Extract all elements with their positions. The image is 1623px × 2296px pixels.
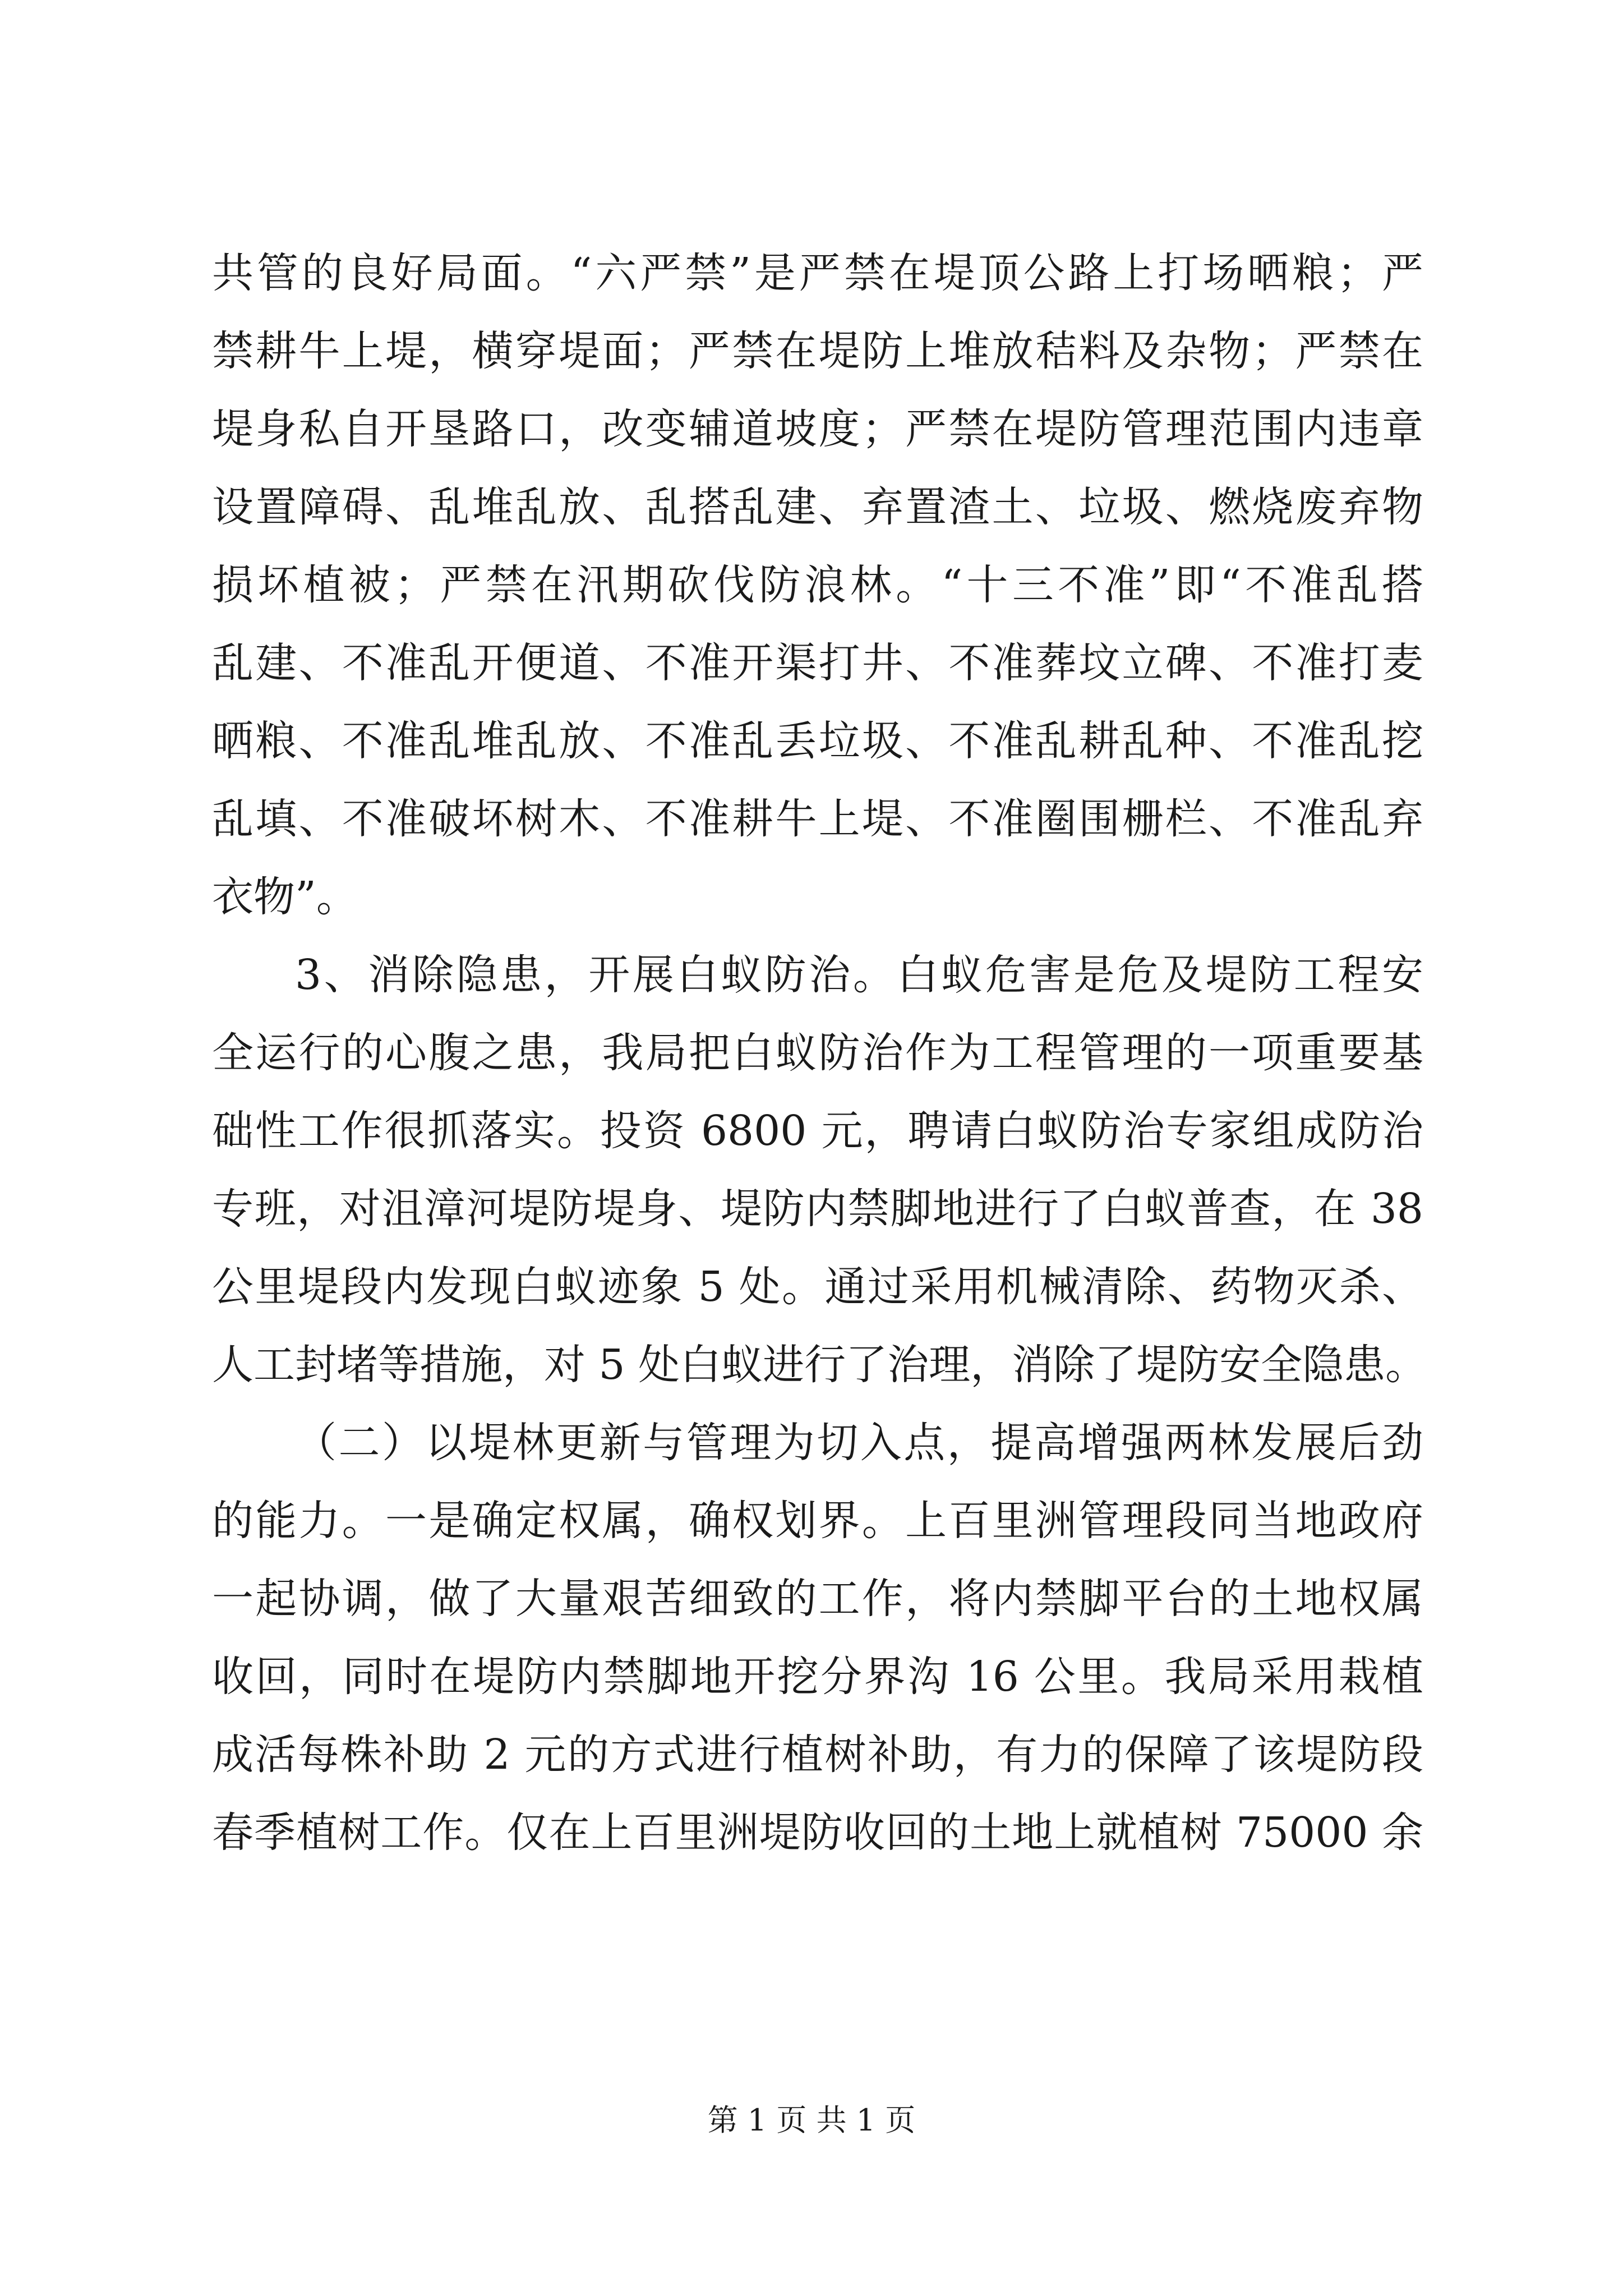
page-number-label: 第 1 页 共 1 页: [707, 2102, 916, 2138]
text-line: 专班，对沮漳河堤防堤身、堤防内禁脚地进行了白蚁普查，在 38: [212, 1185, 1423, 1233]
text-line: 晒粮、不准乱堆乱放、不准乱丢垃圾、不准乱耕乱种、不准乱挖: [212, 717, 1423, 765]
text-line: 乱填、不准破坏树木、不准耕牛上堤、不准圈围栅栏、不准乱弃: [212, 795, 1423, 843]
text-line: 的能力。一是确定权属，确权划界。上百里洲管理段同当地政府: [212, 1497, 1423, 1545]
page-footer: [0, 2098, 1623, 2143]
text-line: 春季植树工作。仅在上百里洲堤防收回的土地上就植树 75000 余: [212, 1809, 1423, 1857]
text-line: 设置障碍、乱堆乱放、乱搭乱建、弃置渣土、垃圾、燃烧废弃物: [212, 483, 1423, 531]
text-line: 一起协调，做了大量艰苦细致的工作，将内禁脚平台的土地权属: [212, 1575, 1423, 1623]
text-line: 禁耕牛上堤，横穿堤面；严禁在堤防上堆放秸料及杂物；严禁在: [212, 327, 1423, 375]
text-line: 乱建、不准乱开便道、不准开渠打井、不准葬坟立碑、不准打麦: [212, 639, 1423, 687]
paragraph-start-line: （二）以堤林更新与管理为切入点，提高增强两林发展后劲: [295, 1419, 1423, 1467]
text-line: 收回，同时在堤防内禁脚地开挖分界沟 16 公里。我局采用栽植: [212, 1653, 1423, 1701]
document-body: [212, 234, 1427, 1872]
text-line: 衣物”。: [212, 873, 358, 921]
paragraph-start-line: 3、消除隐患，开展白蚁防治。白蚁危害是危及堤防工程安: [295, 951, 1423, 999]
text-line: 堤身私自开垦路口，改变辅道坡度；严禁在堤防管理范围内违章: [212, 405, 1423, 453]
text-line: 成活每株补助 2 元的方式进行植树补助，有力的保障了该堤防段: [212, 1731, 1423, 1779]
text-line: 础性工作很抓落实。投资 6800 元，聘请白蚁防治专家组成防治: [212, 1107, 1423, 1155]
text-line: 共管的良好局面。“六严禁”是严禁在堤顶公路上打场晒粮；严: [212, 249, 1423, 297]
text-line: 人工封堵等措施，对 5 处白蚁进行了治理，消除了堤防安全隐患。: [212, 1341, 1427, 1389]
text-line: 公里堤段内发现白蚁迹象 5 处。通过采用机械清除、药物灭杀、: [212, 1263, 1423, 1311]
text-line: 损坏植被；严禁在汛期砍伐防浪林。“十三不准”即“不准乱搭: [212, 561, 1423, 609]
text-line: 全运行的心腹之患，我局把白蚁防治作为工程管理的一项重要基: [212, 1029, 1423, 1077]
